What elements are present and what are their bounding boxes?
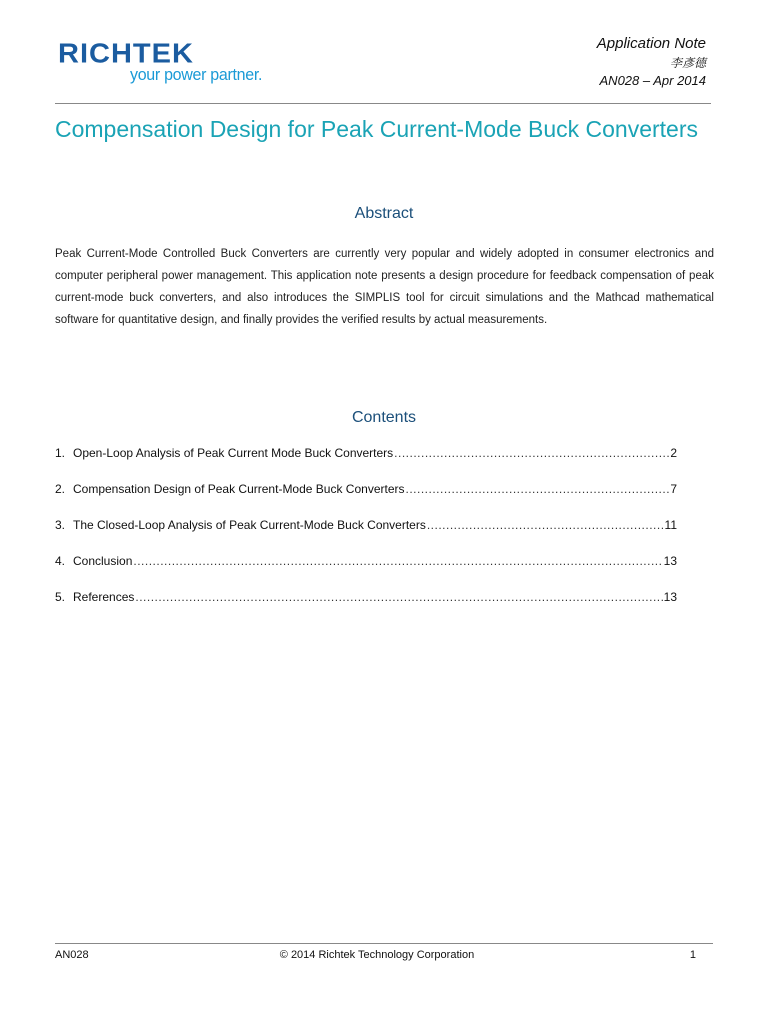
toc-entry-page: 2 [670, 446, 677, 460]
richtek-logo [58, 40, 262, 85]
toc-leader-dots [394, 446, 669, 460]
footer-doc-id: AN028 [55, 949, 89, 961]
abstract-body: Peak Current-Mode Controlled Buck Converters are currently very popular and widely adopted in consumer electronics and computer peripheral power management. This application note presents a design procedure for feedback compensation of peak current-mode buck converters, and also introduces the SIMPLIS tool for circuit simulations and the Mathcad mathematical software for quantitative design, and finally provides the verified results by actual measurements. [55, 248, 714, 326]
footer-copyright: © 2014 Richtek Technology Corporation [279, 949, 475, 961]
footer-divider [55, 943, 713, 944]
toc-entry-number: 2. [55, 482, 66, 496]
toc-entry-number: 5. [55, 590, 66, 604]
toc-leader-dots [427, 518, 664, 532]
toc-leader-dots [135, 590, 662, 604]
toc-entry[interactable] [55, 590, 677, 626]
toc-entry[interactable] [55, 554, 677, 590]
toc-entry-page: 11 [664, 518, 677, 532]
note-type: Application Note [596, 35, 706, 52]
doc-id: AN028 – Apr 2014 [599, 73, 706, 88]
page-title: Compensation Design for Peak Current-Mode Buck Converters [55, 116, 699, 142]
contents-heading: Contents [351, 409, 417, 426]
toc-entry-page: 13 [663, 590, 677, 604]
toc-entry-title: The Closed-Loop Analysis of Peak Current-Mode Buck Converters [73, 518, 426, 532]
toc-entry-page: 13 [663, 554, 677, 568]
author-name: 李彥德 [669, 56, 706, 70]
table-of-contents [55, 446, 677, 626]
toc-entry[interactable] [55, 518, 677, 554]
toc-entry[interactable] [55, 446, 677, 482]
toc-entry-number: 4. [55, 554, 66, 568]
toc-entry-number: 1. [55, 446, 66, 460]
toc-entry-page: 7 [670, 482, 677, 496]
toc-entry[interactable] [55, 482, 677, 518]
toc-entry-title: Open-Loop Analysis of Peak Current Mode Buck Converters [73, 446, 394, 460]
toc-entry-title: Compensation Design of Peak Current-Mode Buck Converters [73, 482, 405, 496]
document-header-info [597, 34, 706, 90]
toc-leader-dots [406, 482, 670, 496]
abstract-heading: Abstract [354, 205, 414, 222]
logo-brand: RICHTEK [58, 38, 194, 70]
toc-entry-title: Conclusion [73, 554, 133, 568]
toc-entry-title: References [73, 590, 135, 604]
header-divider [55, 103, 711, 104]
logo-tagline: your power partner. [130, 66, 263, 85]
footer-page-number: 1 [689, 949, 696, 961]
toc-leader-dots [133, 554, 662, 568]
toc-entry-number: 3. [55, 518, 66, 532]
